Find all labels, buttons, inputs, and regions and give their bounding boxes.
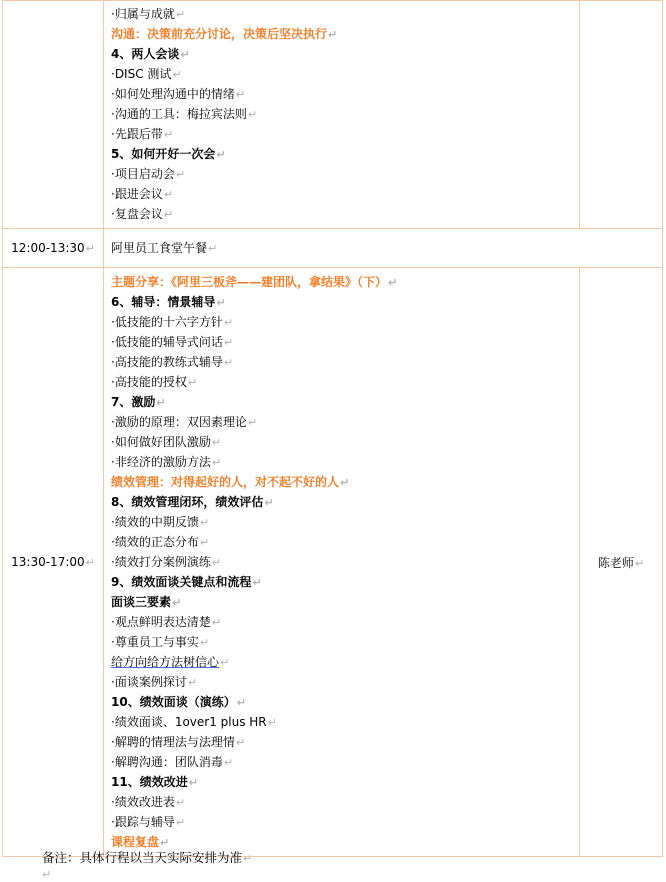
paragraph-mark-icon: ↵ [163,128,174,141]
line-text: ·非经济的激励方法 [111,455,211,469]
remark-text: 备注：具体行程以当天实际安排为准 [42,850,243,865]
line-text: ·观点鲜明表达清楚 [111,615,211,629]
paragraph-mark-icon: ↵ [199,536,210,549]
paragraph-mark-icon: ↵ [235,736,246,749]
line-text: ·高技能的授权 [111,375,187,389]
paragraph-mark-icon: ↵ [42,868,52,881]
schedule-row [3,229,663,268]
content-cell [104,268,580,857]
line-text: ·解聘沟通：团队消毒 [111,755,223,769]
agenda-item [111,124,579,144]
agenda-item [111,632,579,652]
lecturer-cell [580,268,663,857]
paragraph-mark-icon: ↵ [208,242,218,255]
agenda-item [111,812,579,832]
schedule-row [3,1,663,229]
agenda-item [111,4,579,24]
paragraph-mark-icon: ↵ [247,416,258,429]
agenda-item [111,164,579,184]
line-text: ·项目启动会 [111,167,175,181]
agenda-item [111,732,579,752]
line-text: ·绩效面谈、1over1 plus HR [111,715,267,729]
line-text: 6、辅导：情景辅导 [111,295,216,309]
schedule-body [3,1,663,857]
line-text: ·绩效的正态分布 [111,535,199,549]
line-text: ·面谈案例探讨 [111,675,187,689]
paragraph-mark-icon: ↵ [223,336,234,349]
agenda-item [111,104,579,124]
agenda-item [111,204,579,224]
line-text: ·尊重员工与事实 [111,635,199,649]
paragraph-mark-icon: ↵ [172,68,182,81]
paragraph-mark-icon: ↵ [267,716,277,729]
agenda-item [111,612,579,632]
paragraph-mark-icon: ↵ [216,148,226,161]
section-heading [111,44,579,64]
paragraph-mark-icon: ↵ [175,8,186,21]
line-text: 给方向给方法树信心 [111,655,220,669]
paragraph-mark-icon: ↵ [252,576,262,589]
paragraph-mark-icon: ↵ [85,556,95,569]
section-heading [111,592,579,612]
line-text: ·绩效打分案例演练 [111,555,211,569]
schedule-table [2,0,663,857]
line-text: ·复盘会议 [111,207,163,221]
line-text: ·如何处理沟通中的情绪 [111,87,235,101]
line-text: 5、如何开好一次会 [111,147,216,161]
paragraph-mark-icon: ↵ [220,656,230,669]
line-text: 面谈三要素 [111,595,172,609]
section-heading [111,392,579,412]
paragraph-mark-icon: ↵ [163,208,174,221]
paragraph-mark-icon: ↵ [175,796,186,809]
time-text: 13:30-17:00 [11,555,85,569]
line-text: ·绩效改进表 [111,795,175,809]
paragraph-mark-icon: ↵ [216,296,226,309]
line-text: ·如何做好团队激励 [111,435,211,449]
line-text: 8、绩效管理闭环，绩效评估 [111,495,264,509]
agenda-item [111,372,579,392]
agenda-item [111,672,579,692]
line-text: ·解聘的情理法与法理情 [111,735,235,749]
line-text: 主题分享：《阿里三板斧——建团队，拿结果》（下） [111,275,388,289]
lecturer-cell [580,1,663,229]
agenda-item [111,312,579,332]
paragraph-mark-icon: ↵ [223,356,234,369]
remark-note [42,848,252,869]
paragraph-mark-icon: ↵ [340,476,350,489]
time-text: 12:00-13:30 [11,241,85,255]
line-text: ·高技能的教练式辅导 [111,355,223,369]
line-text: ·低技能的十六字方针 [111,315,223,329]
paragraph-mark-icon: ↵ [223,316,234,329]
line-text: 沟通：决策前充分讨论，决策后坚决执行 [111,27,328,41]
highlight-line [111,272,579,292]
line-text: ·DISC 测试 [111,67,172,81]
content-cell [104,1,580,229]
section-heading [111,572,579,592]
line-text: 4、两人会谈 [111,47,180,61]
paragraph-mark-icon: ↵ [223,756,234,769]
paragraph-mark-icon: ↵ [634,556,645,570]
agenda-item [111,238,662,258]
paragraph-mark-icon: ↵ [188,776,198,789]
paragraph-mark-icon: ↵ [328,28,338,41]
line-text: ·激励的原理：双因素理论 [111,415,247,429]
section-heading [111,772,579,792]
paragraph-mark-icon: ↵ [160,836,170,849]
agenda-item [111,652,579,672]
agenda-item [111,332,579,352]
time-cell [3,229,104,268]
paragraph-mark-icon: ↵ [187,676,198,689]
line-text: ·跟踪与辅导 [111,815,175,829]
line-text: 绩效管理：对得起好的人，对不起不好的人 [111,475,340,489]
paragraph-mark-icon: ↵ [85,242,95,255]
agenda-item [111,184,579,204]
paragraph-mark-icon: ↵ [211,556,222,569]
agenda-item [111,512,579,532]
line-text: ·跟进会议 [111,187,163,201]
line-text: 阿里员工食堂午餐 [111,241,208,255]
line-text: 10、绩效面谈（演练） [111,695,236,709]
agenda-item [111,792,579,812]
time-cell [3,268,104,857]
agenda-item [111,412,579,432]
paragraph-mark-icon: ↵ [211,436,222,449]
line-text: 课程复盘 [111,835,160,849]
highlight-line [111,24,579,44]
agenda-item [111,712,579,732]
line-text: 11、绩效改进 [111,775,188,789]
paragraph-mark-icon: ↵ [156,396,166,409]
paragraph-mark-icon: ↵ [243,852,253,865]
paragraph-mark-icon: ↵ [187,376,198,389]
highlight-line [111,472,579,492]
line-text: ·沟通的工具：梅拉宾法则 [111,107,247,121]
paragraph-mark-icon: ↵ [163,188,174,201]
section-heading [111,292,579,312]
paragraph-mark-icon: ↵ [175,816,186,829]
time-cell [3,1,104,229]
line-text: ·归属与成就 [111,7,175,21]
paragraph-mark-icon: ↵ [236,696,246,709]
line-text: ·先跟后带 [111,127,163,141]
line-text: 9、绩效面谈关键点和流程 [111,575,252,589]
paragraph-mark-icon: ↵ [388,276,398,289]
paragraph-mark-icon: ↵ [211,456,222,469]
agenda-item [111,84,579,104]
agenda-item [111,752,579,772]
paragraph-mark-icon: ↵ [264,496,274,509]
agenda-item [111,552,579,572]
section-heading [111,692,579,712]
agenda-item [111,452,579,472]
agenda-item [111,352,579,372]
line-text: ·绩效的中期反馈 [111,515,199,529]
line-text: 7、激励 [111,395,156,409]
paragraph-mark-icon: ↵ [180,48,190,61]
section-heading [111,144,579,164]
agenda-item [111,432,579,452]
paragraph-mark-icon: ↵ [172,596,182,609]
content-cell [104,229,663,268]
paragraph-mark-icon: ↵ [175,168,186,181]
schedule-row [3,268,663,857]
paragraph-mark-icon: ↵ [235,88,246,101]
agenda-item [111,64,579,84]
paragraph-mark-icon: ↵ [199,636,210,649]
paragraph-mark-icon: ↵ [247,108,258,121]
line-text: ·低技能的辅导式问话 [111,335,223,349]
agenda-item [111,532,579,552]
paragraph-mark-icon: ↵ [211,616,222,629]
section-heading [111,492,579,512]
paragraph-mark-icon: ↵ [199,516,210,529]
lecturer-name: 陈老师 [597,555,634,570]
